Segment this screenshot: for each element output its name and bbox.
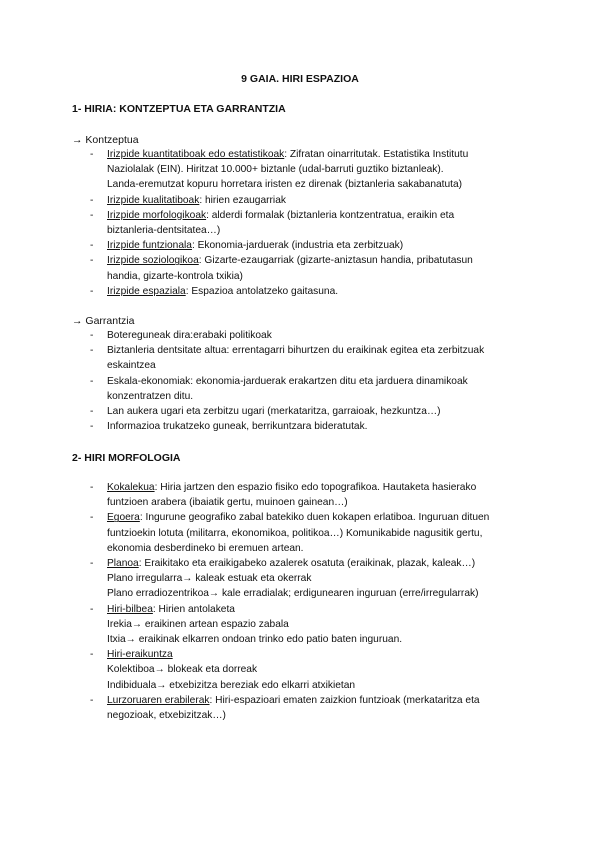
list-item-text: : alderdi formalak (biztanleria kontzentratua, eraikin eta bbox=[206, 209, 455, 221]
list-item-line bbox=[107, 328, 530, 343]
list-item-line bbox=[107, 678, 530, 693]
list-item bbox=[90, 343, 530, 373]
list-item bbox=[90, 193, 530, 208]
list-item bbox=[90, 147, 530, 193]
list-item-line bbox=[107, 480, 530, 495]
list-item-term: Egoera bbox=[107, 512, 140, 524]
list-item-text: Itxia→ eraikinak elkarren ondoan trinko edo patio baten inguruan. bbox=[107, 634, 403, 646]
list-item-line bbox=[107, 223, 530, 238]
list-item-term: Irizpide kualitatiboak bbox=[107, 194, 200, 206]
list-item bbox=[90, 480, 530, 510]
list-item-line bbox=[107, 708, 530, 723]
list-item bbox=[90, 238, 530, 253]
list-item bbox=[90, 556, 530, 602]
list-item-line bbox=[107, 269, 530, 284]
list-item-text: negozioak, etxebizitzak…) bbox=[107, 710, 226, 722]
list-item-line bbox=[107, 541, 530, 556]
list-item-text: Botereguneak dira:erabaki politikoak bbox=[107, 330, 272, 341]
list-item-line bbox=[107, 147, 530, 162]
kontzeptua-label: → Kontzeptua bbox=[72, 134, 139, 146]
list-item-line bbox=[107, 419, 530, 434]
garrantzia-list bbox=[90, 328, 530, 434]
list-item bbox=[90, 647, 530, 693]
list-item bbox=[90, 602, 530, 648]
list-item bbox=[90, 419, 530, 434]
morfologia-list bbox=[90, 480, 530, 723]
list-item-line bbox=[107, 238, 530, 253]
list-item-line bbox=[107, 632, 530, 647]
list-item bbox=[90, 374, 530, 404]
list-item-text: Biztanleria dentsitate altua: errentagarri bihurtzen du eraikinak egitea eta zerbitzuak bbox=[107, 345, 485, 357]
list-item-line bbox=[107, 617, 530, 632]
list-item-term: Lurzoruaren erabilerak bbox=[107, 694, 210, 706]
list-item-text: funtzioekin lotuta (militarra, ekonomikoa, politikoa…) Komunikabide nagusitik gertu, bbox=[107, 527, 483, 539]
list-item bbox=[90, 208, 530, 238]
list-item-line bbox=[107, 602, 530, 617]
list-item-text: Plano erradiozentrikoa→ kale erradialak; erdigunearen inguruan (erre/irregularrak) bbox=[107, 588, 479, 600]
list-item-line bbox=[107, 526, 530, 541]
list-item-text: : Eraikitako eta eraikigabeko azalerek osatuta (eraikinak, plazak, kaleak…) bbox=[138, 558, 476, 570]
list-item-text: Kolektiboa→ blokeak eta dorreak bbox=[107, 664, 258, 676]
section1-heading: 1- HIRIA: KONTZEPTUA ETA GARRANTZIA bbox=[72, 103, 286, 115]
list-item bbox=[90, 284, 530, 299]
list-item-text: Plano irregularra→ kaleak estuak eta okerrak bbox=[107, 573, 312, 585]
list-item-line bbox=[107, 193, 530, 208]
list-item-text: Lan aukera ugari eta zerbitzu ugari (merkataritza, garraioak, hezkuntza…) bbox=[107, 406, 441, 418]
list-item bbox=[90, 328, 530, 343]
list-item-line bbox=[107, 253, 530, 268]
list-item-line bbox=[107, 556, 530, 571]
list-item-line bbox=[107, 162, 530, 177]
list-item-term: Hiri-bilbea bbox=[107, 603, 153, 615]
list-item-term: Irizpide funtzionala bbox=[107, 240, 192, 252]
list-item-text: Irekia→ eraikinen artean espazio zabala bbox=[107, 618, 289, 630]
list-item-text: : Hiria jartzen den espazio fisiko edo topografikoa. Hautaketa hasierako bbox=[154, 482, 477, 493]
list-item-term: Planoa bbox=[107, 558, 139, 570]
list-item-line bbox=[107, 208, 530, 223]
list-item bbox=[90, 510, 530, 556]
section2-heading: 2- HIRI MORFOLOGIA bbox=[72, 452, 181, 464]
list-item-text: : Ekonomia-jarduerak (industria eta zerbitzuak) bbox=[191, 240, 404, 252]
list-item-text: : Hirien antolaketa bbox=[152, 603, 235, 615]
list-item-text: : hirien ezaugarriak bbox=[199, 194, 286, 206]
garrantzia-label: → Garrantzia bbox=[72, 315, 135, 327]
list-item-text: : Ingurune geografiko zabal batekiko duen kokapen erlatiboa. Inguruan dituen bbox=[139, 512, 490, 524]
list-item bbox=[90, 253, 530, 283]
list-item-line bbox=[107, 389, 530, 404]
list-item-text: : Hiri-espazioari ematen zaizkion funtzioak (merkataritza eta bbox=[209, 694, 480, 706]
list-item-term: Irizpide espaziala bbox=[107, 285, 186, 297]
list-item-text: : Espazioa antolatzeko gaitasuna. bbox=[185, 285, 339, 297]
list-item-term: Irizpide kuantitatiboak edo estatistikoak bbox=[107, 149, 285, 160]
list-item-line bbox=[107, 510, 530, 525]
list-item-text: Eskala-ekonomiak: ekonomia-jarduerak erakartzen ditu eta jarduera dinamikoak bbox=[107, 375, 468, 387]
list-item-line bbox=[107, 693, 530, 708]
list-item-text: funtzioen arabera (ibaiatik gertu, muinoen gainean…) bbox=[107, 497, 348, 509]
list-item-line bbox=[107, 343, 530, 358]
list-item-text: : Gizarte-ezaugarriak (gizarte-aniztasun handia, pribatutasun bbox=[198, 255, 473, 267]
list-item-line bbox=[107, 495, 530, 510]
list-item-term: Hiri-eraikuntza bbox=[107, 649, 173, 661]
list-item-line bbox=[107, 358, 530, 373]
list-item-text: Naziolalak (EIN). Hiritzat 10.000+ biztanle (udal-barruti guztiko biztanleak). bbox=[107, 164, 444, 176]
list-item-line bbox=[107, 374, 530, 389]
list-item-text: Landa-eremutzat kopuru horretara iristen ez direnak (biztanleria sakabanatuta) bbox=[107, 179, 463, 191]
list-item-text: : Zifratan oinarritutak. Estatistika Institutu bbox=[284, 149, 469, 160]
list-item-text: Informazioa trukatzeko guneak, berrikuntzara bideratutak. bbox=[107, 421, 368, 433]
list-item-term: Kokalekua bbox=[107, 482, 155, 493]
kontzeptua-list bbox=[90, 147, 530, 299]
list-item-line bbox=[107, 662, 530, 677]
list-item-line bbox=[107, 571, 530, 586]
list-item-text: handia, gizarte-kontrola txikia) bbox=[107, 270, 243, 282]
list-item-line bbox=[107, 404, 530, 419]
list-item bbox=[90, 404, 530, 419]
list-item-text: eskaintzea bbox=[107, 360, 156, 372]
list-item-line bbox=[107, 647, 530, 662]
list-item-text: Indibiduala→ etxebizitza bereziak edo elkarri atxikietan bbox=[107, 679, 356, 691]
list-item-line bbox=[107, 177, 530, 192]
list-item-term: Irizpide morfologikoak bbox=[107, 209, 207, 221]
list-item-line bbox=[107, 586, 530, 601]
list-item-line bbox=[107, 284, 530, 299]
list-item-text: biztanleria-dentsitatea…) bbox=[107, 225, 221, 237]
page-title: 9 GAIA. HIRI ESPAZIOA bbox=[241, 73, 359, 85]
list-item-text: konzentratzen ditu. bbox=[107, 390, 194, 402]
list-item-text: ekonomia desberdineko bi eremuen artean. bbox=[107, 542, 304, 554]
list-item-term: Irizpide soziologikoa bbox=[107, 255, 199, 267]
list-item bbox=[90, 693, 530, 723]
